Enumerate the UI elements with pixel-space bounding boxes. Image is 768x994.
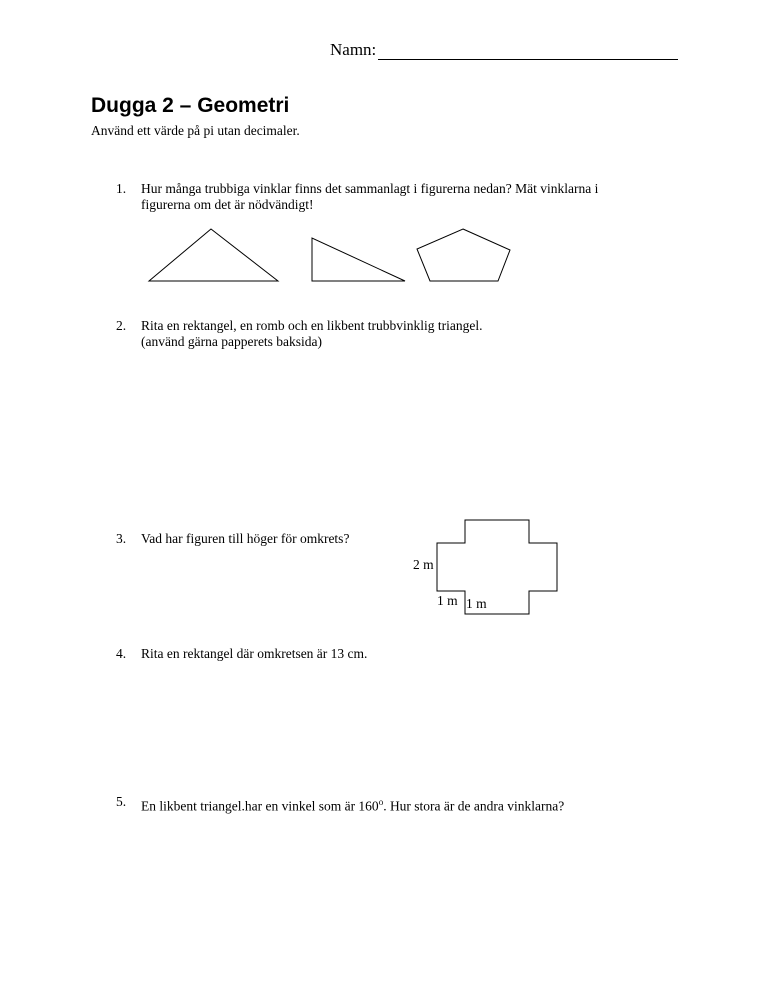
degree-sign: o [378,797,384,807]
question-text: En likbent triangel.har en vinkel som är 160$^o$. Hur stora är de andra vinklarna? [141,797,565,814]
question-number: 1. [116,181,127,196]
instruction-text: Använd ett värde på pi utan decimaler. [91,123,300,138]
page-title: Dugga 2 – Geometri [91,94,290,117]
dimension-label-right: 1 m [466,596,487,611]
dimension-label-height: 2 m [413,557,434,572]
question-text: Hur många trubbiga vinklar finns det sammanlagt i figurerna nedan? Mät vinklarna i figurerna om det är nödvändigt! [141,181,599,212]
question-number: 5. [116,794,127,809]
question-text: Vad har figuren till höger för omkrets? [141,531,350,546]
name-label: Namn: [330,40,377,59]
question-number: 4. [116,646,127,661]
question-text: Rita en rektangel, en romb och en likbent trubbvinklig triangel. (använd gärna papperets baksida) [141,318,483,349]
dimension-label-left: 1 m [437,593,458,608]
question-number: 2. [116,318,127,333]
question-number: 3. [116,531,127,546]
question-text: Rita en rektangel där omkretsen är 13 cm. [141,646,368,661]
